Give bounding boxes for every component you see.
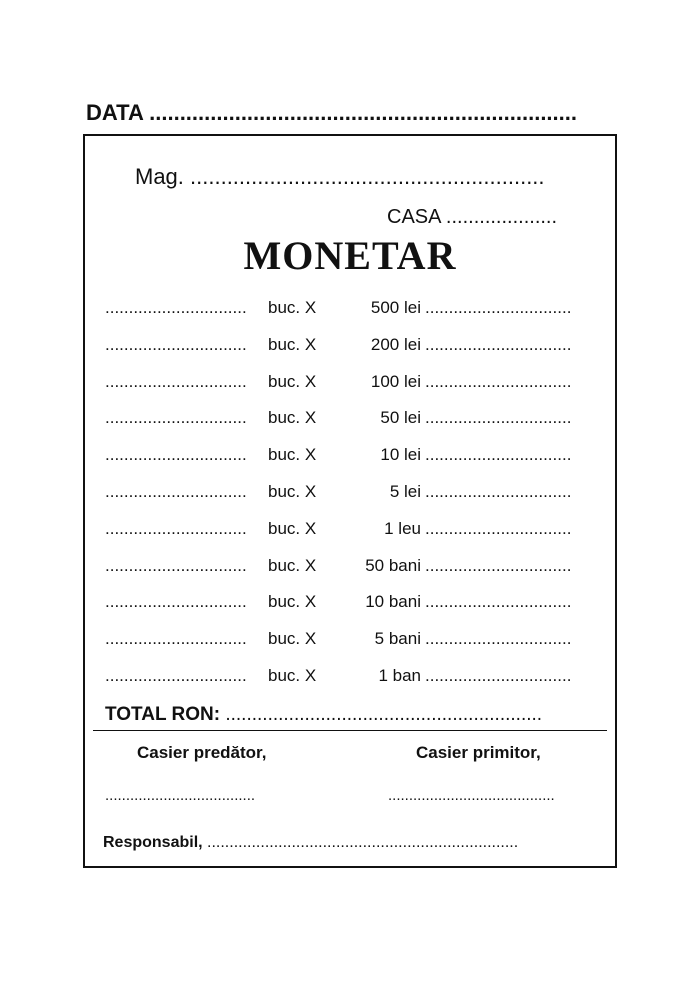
value-dots: ............................... [425, 408, 572, 428]
unit-label: buc. X [268, 555, 317, 575]
denomination-label: 1 leu [384, 518, 421, 538]
denomination-label: 5 bani [374, 629, 421, 649]
unit-label: buc. X [268, 666, 317, 685]
quantity-dots: .............................. [105, 298, 247, 317]
cash-register-field: CASA .................... [387, 206, 558, 228]
monetar-form [83, 134, 617, 868]
value-dots: ............................... [425, 592, 572, 612]
denomination-label: 50 lei [380, 408, 421, 428]
responsible-label: Responsabil, [103, 834, 203, 851]
denomination-label: 50 bani [365, 555, 421, 575]
denomination-label: 100 lei [370, 371, 421, 391]
unit-label: buc. X [268, 482, 317, 501]
total-field [105, 702, 605, 728]
denomination-row [85, 480, 615, 504]
denomination-row [85, 443, 615, 467]
value-dots: ............................... [425, 555, 572, 575]
store-field: Mag. .......................................................... [135, 164, 545, 189]
form-title: MONETAR [243, 233, 457, 278]
quantity-dots: .............................. [105, 555, 247, 575]
denomination-row [85, 554, 615, 578]
denomination-label: 10 bani [365, 592, 421, 612]
quantity-dots: .............................. [105, 371, 247, 391]
unit-label: buc. X [268, 371, 317, 391]
unit-label: buc. X [268, 408, 317, 428]
quantity-dots: .............................. [105, 334, 247, 354]
quantity-dots: .............................. [105, 592, 247, 612]
unit-label: buc. X [268, 629, 317, 649]
value-dots: ............................... [425, 445, 572, 465]
quantity-dots: .............................. [105, 666, 247, 685]
casier-predator-signature: .................................... [105, 787, 256, 804]
value-dots: ............................... [425, 298, 572, 317]
denomination-label: 10 lei [380, 445, 421, 465]
responsible-field [103, 832, 603, 854]
quantity-dots: .............................. [105, 482, 247, 501]
quantity-dots: .............................. [105, 445, 247, 465]
unit-label: buc. X [268, 445, 317, 465]
value-dots: ............................... [425, 371, 572, 391]
denomination-row [85, 590, 615, 614]
unit-label: buc. X [268, 334, 317, 354]
unit-label: buc. X [268, 518, 317, 538]
denomination-label: 200 lei [370, 334, 421, 354]
casier-primitor-label: Casier primitor, [416, 743, 541, 762]
denomination-row [85, 406, 615, 430]
denomination-row [85, 333, 615, 357]
denomination-row [85, 517, 615, 541]
unit-label: buc. X [268, 298, 317, 317]
denomination-label: 500 lei [370, 298, 421, 317]
date-field: DATA ...................................................................... [86, 100, 577, 125]
total-dots: ............................................................ [220, 704, 543, 725]
quantity-dots: .............................. [105, 518, 247, 538]
denomination-label: 5 lei [389, 482, 421, 501]
divider [93, 730, 607, 731]
unit-label: buc. X [268, 592, 317, 612]
denomination-row [85, 296, 615, 320]
responsible-dots: ...................................................................... [202, 834, 519, 851]
value-dots: ............................... [425, 666, 572, 685]
denomination-label: 1 ban [378, 666, 421, 685]
casier-predator-label: Casier predător, [137, 743, 267, 762]
casier-primitor-signature: ........................................ [388, 787, 555, 804]
value-dots: ............................... [425, 334, 572, 354]
total-label: TOTAL RON: [105, 704, 221, 725]
quantity-dots: .............................. [105, 629, 247, 649]
value-dots: ............................... [425, 629, 572, 649]
quantity-dots: .............................. [105, 408, 247, 428]
denomination-row [85, 627, 615, 651]
value-dots: ............................... [425, 518, 572, 538]
value-dots: ............................... [425, 482, 572, 501]
denomination-row [85, 370, 615, 394]
denomination-row [85, 664, 615, 688]
